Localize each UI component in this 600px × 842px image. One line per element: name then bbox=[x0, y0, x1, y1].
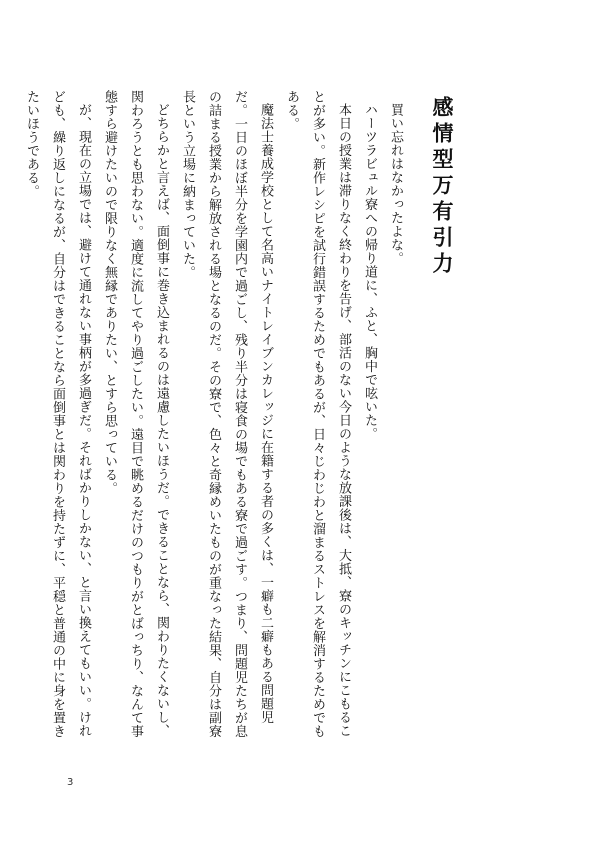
paragraph: が、現在の立場では、避けて通れない事柄が多過ぎだ。そればかりしかない、と言い換えてもいい。けれども、繰り返しになるが、自分はできることなら面倒事とは関わりを持たずに、平穏と普通の中に身を置きたいほうである。 bbox=[24, 90, 91, 738]
page-number: 3 bbox=[67, 777, 74, 788]
paragraph: 買い忘れはなかったよな。 bbox=[388, 103, 403, 265]
chapter-title: 感情型万有引力 bbox=[430, 96, 454, 278]
paragraph: 魔法士養成学校として名高いナイトレイブンカレッジに在籍する者の多くは、一癖も二癖もある問題児だ。一日のほぼ半分を学園内で過ごし、残り半分は寝食の場でもある寮で過ごす。つまり、問題児たちが息の詰まる授業から解放される場となるのだ。その寮で、色々と奇縁めいたものが重なった結果、自分は副寮長という立場に納まっていた。 bbox=[180, 90, 273, 738]
paragraph: ハーツラビュル寮への帰り道に、ふと、胸中で呟いた。 bbox=[362, 103, 377, 441]
body-text bbox=[24, 90, 408, 740]
paragraph: どちらかと言えば、面倒事に巻き込まれるのは遠慮したいほうだ。できることなら、関わりたくないし、関わろうとも思わない。適度に流してやり過ごしたい。遠目で眺めるだけのつもりがとばっちり、なんて事態すら避けたいので限りなく無縁でありたい、とすら思っている。 bbox=[102, 90, 169, 738]
paragraph: 本日の授業は滞りなく終わりを告げ、部活のない今日のような放課後は、大抵、寮のキッチンにこもることが多い。新作レシピを試行錯誤するためでもあるが、日々じわじわと溜まるストレスを解消するためでもある。 bbox=[284, 90, 351, 738]
